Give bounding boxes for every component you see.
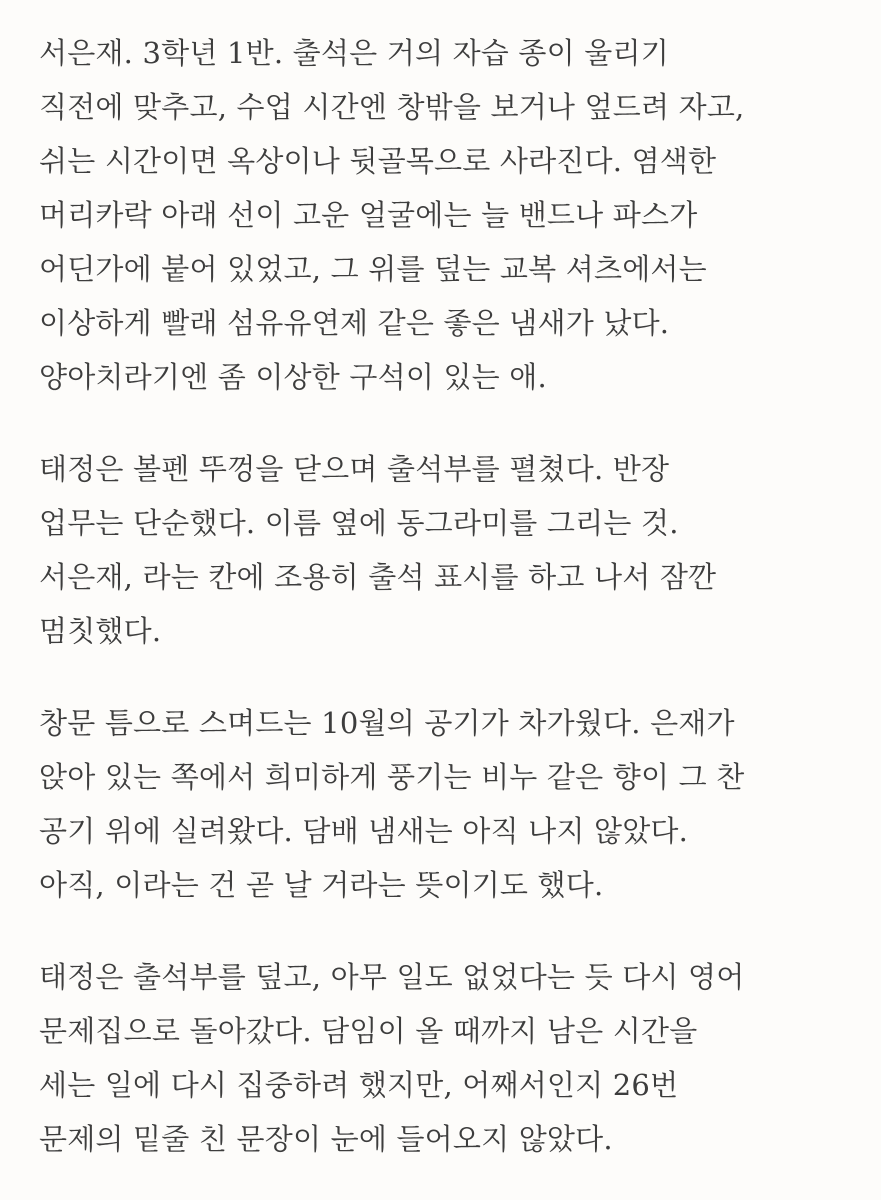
text-line: 양아치라기엔 좀 이상한 구석이 있는 애. (39, 360, 547, 394)
text-line: 멈칫했다. (39, 614, 162, 648)
text-line: 업무는 단순했다. 이름 옆에 동그라미를 그리는 것. (39, 506, 679, 540)
paragraph-1 (39, 26, 861, 404)
text-line: 태정은 볼펜 뚜껑을 닫으며 출석부를 펼쳤다. 반장 (39, 452, 670, 486)
text-line: 어딘가에 붙어 있었고, 그 위를 덮는 교복 셔츠에서는 (39, 252, 707, 286)
text-line: 문제집으로 돌아갔다. 담임이 올 때까지 남은 시간을 (39, 1014, 698, 1048)
text-line: 세는 일에 다시 집중하려 했지만, 어째서인지 26번 (39, 1068, 679, 1102)
text-line: 직전에 맞추고, 수업 시간엔 창밖을 보거나 엎드려 자고, (39, 90, 745, 124)
text-line: 머리카락 아래 선이 고운 얼굴에는 늘 밴드나 파스가 (39, 198, 698, 232)
text-line: 이상하게 빨래 섬유유연제 같은 좋은 냄새가 났다. (39, 306, 670, 340)
paragraph-2 (39, 442, 861, 658)
text-line: 아직, 이라는 건 곧 날 거라는 뜻이기도 했다. (39, 868, 604, 902)
text-line: 앉아 있는 쪽에서 희미하게 풍기는 비누 같은 향이 그 찬 (39, 760, 745, 794)
text-line: 서은재. 3학년 1반. 출석은 거의 자습 종이 울리기 (39, 36, 669, 70)
paragraph-4 (39, 950, 861, 1166)
text-line: 쉬는 시간이면 옥상이나 뒷골목으로 사라진다. 염색한 (39, 144, 717, 178)
text-line: 공기 위에 실려왔다. 담배 냄새는 아직 나지 않았다. (39, 814, 689, 848)
paragraph-3 (39, 696, 861, 912)
text-line: 창문 틈으로 스며드는 10월의 공기가 차가웠다. 은재가 (39, 706, 735, 740)
text-line: 서은재, 라는 칸에 조용히 출석 표시를 하고 나서 잠깐 (39, 560, 717, 594)
text-line: 태정은 출석부를 덮고, 아무 일도 없었다는 듯 다시 영어 (39, 960, 745, 994)
text-line: 문제의 밑줄 친 문장이 눈에 들어오지 않았다. (39, 1122, 613, 1156)
